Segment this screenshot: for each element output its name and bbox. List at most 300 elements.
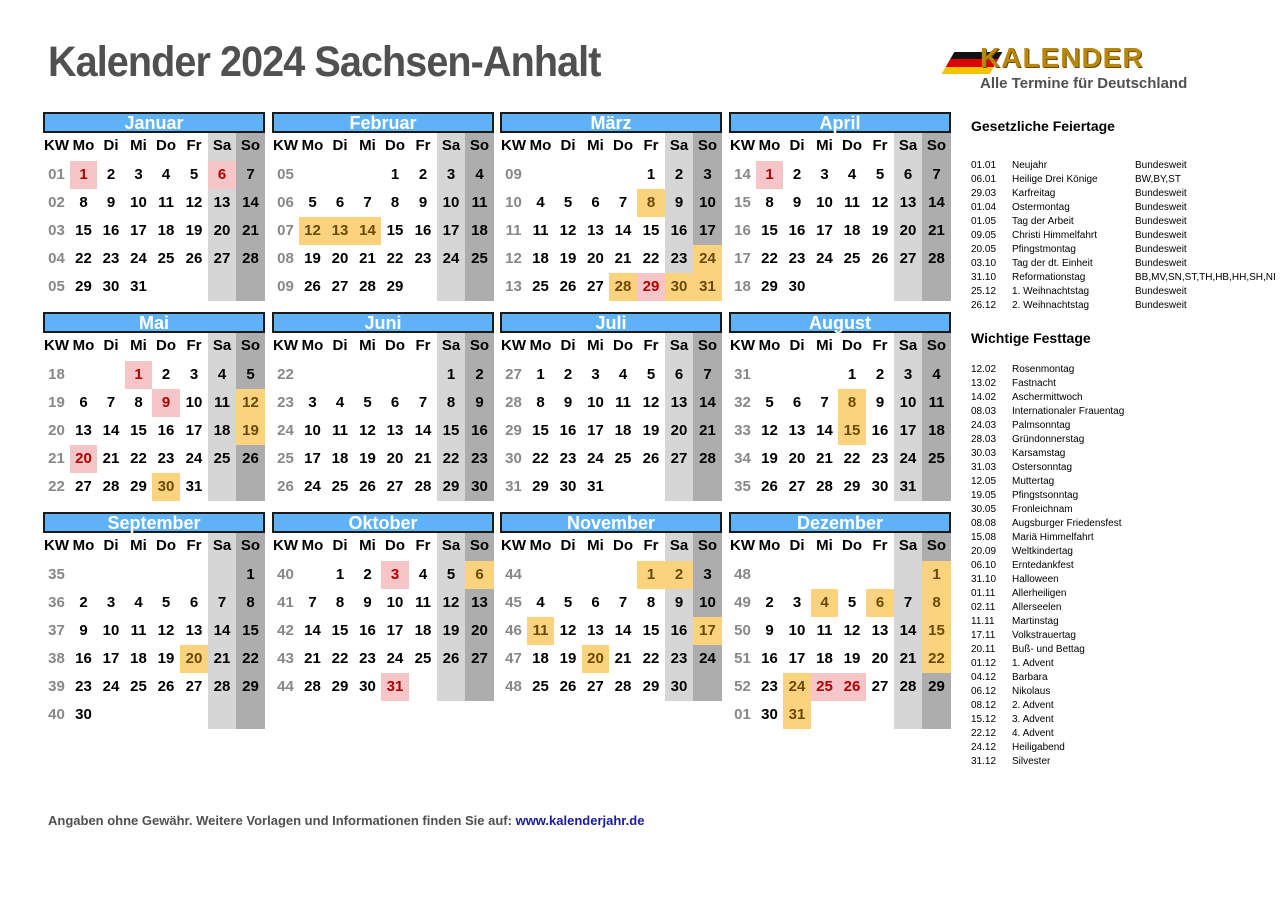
day-cell[interactable]: 1 [125,361,152,389]
day-cell[interactable]: 26 [185,250,203,267]
day-cell[interactable]: 26 [761,478,778,495]
day-cell[interactable]: 2 [418,166,428,183]
day-cell[interactable]: 5 [308,194,317,211]
day-cell[interactable]: 4 [335,394,345,411]
day-cell[interactable]: 15 [642,622,660,639]
day-cell[interactable]: 10 [130,194,147,211]
day-cell[interactable]: 11 [844,194,860,211]
day-cell[interactable]: 16 [414,222,432,239]
day-cell[interactable]: 26 [236,445,265,473]
day-cell[interactable]: 14 [236,189,265,217]
day-cell[interactable]: 14 [894,617,922,645]
day-cell[interactable]: 18 [414,622,432,639]
day-cell[interactable]: 3 [437,161,465,189]
day-cell[interactable]: 24 [102,678,120,695]
day-cell[interactable]: 17 [816,222,833,239]
day-cell[interactable]: 14 [693,389,722,417]
day-cell[interactable]: 1 [756,161,783,189]
day-cell[interactable]: 5 [847,594,857,611]
day-cell[interactable]: 2 [765,594,774,611]
day-cell[interactable]: 19 [185,222,203,239]
day-cell[interactable]: 12 [642,394,660,411]
day-cell[interactable]: 15 [922,617,951,645]
day-cell[interactable]: 17 [587,422,604,439]
day-cell[interactable]: 27 [871,678,889,695]
day-cell[interactable]: 18 [816,650,833,667]
day-cell[interactable]: 17 [304,450,321,467]
day-cell[interactable]: 8 [637,189,665,217]
day-cell[interactable]: 28 [922,245,951,273]
day-cell[interactable]: 11 [465,189,494,217]
day-cell[interactable]: 9 [418,194,428,211]
day-cell[interactable]: 7 [894,589,922,617]
day-cell[interactable]: 19 [642,422,660,439]
day-cell[interactable]: 29 [331,678,349,695]
day-cell[interactable]: 13 [665,389,693,417]
day-cell[interactable]: 25 [414,650,432,667]
day-cell[interactable]: 17 [102,650,120,667]
day-cell[interactable]: 4 [465,161,494,189]
day-cell[interactable]: 17 [894,417,922,445]
day-cell[interactable]: 19 [236,417,265,445]
day-cell[interactable]: 20 [894,217,922,245]
day-cell[interactable]: 7 [106,394,116,411]
day-cell[interactable]: 10 [185,394,203,411]
day-cell[interactable]: 22 [236,645,265,673]
day-cell[interactable]: 6 [79,394,88,411]
day-cell[interactable]: 10 [304,422,321,439]
day-cell[interactable]: 10 [788,622,806,639]
day-cell[interactable]: 25 [331,478,349,495]
day-cell[interactable]: 1 [437,361,465,389]
day-cell[interactable]: 30 [75,706,92,723]
day-cell[interactable]: 27 [894,245,922,273]
day-cell[interactable]: 21 [414,450,432,467]
day-cell[interactable]: 22 [437,445,465,473]
day-cell[interactable]: 31 [693,273,722,301]
day-cell[interactable]: 3 [381,561,409,589]
day-cell[interactable]: 29 [532,478,549,495]
day-cell[interactable]: 31 [381,673,409,701]
day-cell[interactable]: 8 [79,194,88,211]
day-cell[interactable]: 20 [180,645,208,673]
day-cell[interactable]: 20 [871,650,889,667]
day-cell[interactable]: 27 [208,245,236,273]
day-cell[interactable]: 17 [693,217,722,245]
day-cell[interactable]: 26 [559,278,577,295]
day-cell[interactable]: 8 [437,389,465,417]
day-cell[interactable]: 26 [559,678,577,695]
day-cell[interactable]: 23 [665,245,693,273]
day-cell[interactable]: 5 [765,394,774,411]
day-cell[interactable]: 5 [875,166,885,183]
day-cell[interactable]: 25 [811,673,838,701]
day-cell[interactable]: 2 [665,561,693,589]
day-cell[interactable]: 11 [532,222,549,239]
day-cell[interactable]: 25 [208,445,236,473]
day-cell[interactable]: 28 [609,273,637,301]
day-cell[interactable]: 15 [437,417,465,445]
day-cell[interactable]: 23 [157,450,175,467]
day-cell[interactable]: 18 [922,417,951,445]
day-cell[interactable]: 6 [792,394,802,411]
day-cell[interactable]: 24 [185,450,203,467]
day-cell[interactable]: 19 [304,250,321,267]
day-cell[interactable]: 11 [208,389,236,417]
day-cell[interactable]: 16 [559,422,577,439]
day-cell[interactable]: 6 [894,161,922,189]
day-cell[interactable]: 23 [359,650,376,667]
day-cell[interactable]: 7 [236,161,265,189]
day-cell[interactable]: 15 [642,222,660,239]
day-cell[interactable]: 7 [820,394,829,411]
day-cell[interactable]: 1 [390,166,400,183]
day-cell[interactable]: 12 [843,622,861,639]
day-cell[interactable]: 29 [642,678,660,695]
day-cell[interactable]: 26 [642,450,660,467]
day-cell[interactable]: 4 [536,194,545,211]
day-cell[interactable]: 18 [157,222,175,239]
day-cell[interactable]: 9 [665,589,693,617]
day-cell[interactable]: 18 [130,650,147,667]
day-cell[interactable]: 28 [614,678,632,695]
day-cell[interactable]: 13 [75,422,92,439]
day-cell[interactable]: 23 [559,450,577,467]
day-cell[interactable]: 27 [587,278,604,295]
day-cell[interactable]: 14 [614,222,632,239]
day-cell[interactable]: 7 [418,394,428,411]
day-cell[interactable]: 24 [816,250,833,267]
day-cell[interactable]: 30 [559,478,577,495]
day-cell[interactable]: 16 [761,650,778,667]
day-cell[interactable]: 24 [587,450,604,467]
day-cell[interactable]: 2 [563,366,573,383]
day-cell[interactable]: 2 [161,366,171,383]
day-cell[interactable]: 24 [304,478,321,495]
day-cell[interactable]: 13 [465,589,494,617]
day-cell[interactable]: 12 [559,622,577,639]
day-cell[interactable]: 8 [922,589,951,617]
day-cell[interactable]: 4 [134,594,143,611]
day-cell[interactable]: 25 [532,678,549,695]
day-cell[interactable]: 9 [465,389,494,417]
day-cell[interactable]: 30 [465,473,494,501]
day-cell[interactable]: 16 [665,217,693,245]
day-cell[interactable]: 19 [437,617,465,645]
day-cell[interactable]: 25 [614,450,632,467]
day-cell[interactable]: 13 [894,189,922,217]
day-cell[interactable]: 3 [106,594,116,611]
day-cell[interactable]: 24 [693,645,722,673]
day-cell[interactable]: 25 [922,445,951,473]
day-cell[interactable]: 17 [130,222,147,239]
day-cell[interactable]: 25 [130,678,147,695]
day-cell[interactable]: 28 [816,478,833,495]
day-cell[interactable]: 11 [158,194,174,211]
day-cell[interactable]: 29 [843,478,861,495]
day-cell[interactable]: 23 [102,250,120,267]
day-cell[interactable]: 18 [532,650,549,667]
day-cell[interactable]: 27 [587,678,604,695]
day-cell[interactable]: 8 [646,594,656,611]
day-cell[interactable]: 4 [161,166,171,183]
day-cell[interactable]: 3 [591,366,600,383]
day-cell[interactable]: 30 [871,478,889,495]
day-cell[interactable]: 30 [665,273,693,301]
day-cell[interactable]: 16 [102,222,120,239]
day-cell[interactable]: 28 [414,478,432,495]
day-cell[interactable]: 2 [363,566,372,583]
day-cell[interactable]: 8 [838,389,866,417]
day-cell[interactable]: 18 [331,450,349,467]
day-cell[interactable]: 12 [871,194,889,211]
day-cell[interactable]: 8 [765,194,774,211]
day-cell[interactable]: 2 [792,166,802,183]
day-cell[interactable]: 5 [437,561,465,589]
day-cell[interactable]: 9 [152,389,180,417]
day-cell[interactable]: 5 [646,366,656,383]
day-cell[interactable]: 30 [102,278,120,295]
day-cell[interactable]: 20 [386,450,404,467]
day-cell[interactable]: 30 [152,473,180,501]
day-cell[interactable]: 7 [363,194,372,211]
day-cell[interactable]: 28 [102,478,120,495]
day-cell[interactable]: 13 [587,222,604,239]
day-cell[interactable]: 21 [236,217,265,245]
day-cell[interactable]: 25 [532,278,549,295]
day-cell[interactable]: 15 [130,422,147,439]
day-cell[interactable]: 10 [386,594,404,611]
day-cell[interactable]: 18 [614,422,632,439]
day-cell[interactable]: 12 [299,217,326,245]
day-cell[interactable]: 6 [465,561,494,589]
day-cell[interactable]: 11 [332,422,348,439]
day-cell[interactable]: 20 [208,217,236,245]
day-cell[interactable]: 13 [788,422,806,439]
day-cell[interactable]: 2 [875,366,885,383]
day-cell[interactable]: 17 [788,650,806,667]
day-cell[interactable]: 27 [331,278,349,295]
day-cell[interactable]: 19 [559,650,577,667]
day-cell[interactable]: 24 [437,245,465,273]
day-cell[interactable]: 25 [465,245,494,273]
day-cell[interactable]: 1 [922,561,951,589]
day-cell[interactable]: 17 [185,422,203,439]
day-cell[interactable]: 8 [536,394,545,411]
day-cell[interactable]: 12 [437,589,465,617]
day-cell[interactable]: 14 [354,217,381,245]
day-cell[interactable]: 9 [363,594,372,611]
day-cell[interactable]: 2 [465,361,494,389]
day-cell[interactable]: 3 [693,161,722,189]
day-cell[interactable]: 12 [157,622,175,639]
day-cell[interactable]: 21 [102,450,120,467]
day-cell[interactable]: 6 [665,361,693,389]
day-cell[interactable]: 22 [532,450,549,467]
day-cell[interactable]: 7 [208,589,236,617]
day-cell[interactable]: 1 [335,566,345,583]
day-cell[interactable]: 9 [563,394,573,411]
day-cell[interactable]: 20 [788,450,806,467]
day-cell[interactable]: 12 [359,422,376,439]
day-cell[interactable]: 18 [208,417,236,445]
day-cell[interactable]: 28 [894,673,922,701]
day-cell[interactable]: 22 [331,650,349,667]
day-cell[interactable]: 30 [359,678,376,695]
day-cell[interactable]: 22 [761,250,778,267]
day-cell[interactable]: 1 [646,166,656,183]
day-cell[interactable]: 31 [783,701,811,729]
day-cell[interactable]: 19 [157,650,175,667]
day-cell[interactable]: 27 [386,478,404,495]
day-cell[interactable]: 29 [761,278,778,295]
day-cell[interactable]: 13 [185,622,203,639]
day-cell[interactable]: 10 [587,394,604,411]
day-cell[interactable]: 10 [816,194,833,211]
day-cell[interactable]: 5 [161,594,171,611]
day-cell[interactable]: 18 [532,250,549,267]
day-cell[interactable]: 15 [331,622,349,639]
day-cell[interactable]: 7 [693,361,722,389]
day-cell[interactable]: 5 [236,361,265,389]
day-cell[interactable]: 29 [386,278,404,295]
footer-link[interactable]: www.kalenderjahr.de [515,813,645,828]
day-cell[interactable]: 9 [79,622,88,639]
day-cell[interactable]: 21 [614,650,632,667]
day-cell[interactable]: 4 [618,366,628,383]
day-cell[interactable]: 1 [536,366,545,383]
day-cell[interactable]: 17 [693,617,722,645]
day-cell[interactable]: 3 [189,366,199,383]
day-cell[interactable]: 11 [922,389,951,417]
day-cell[interactable]: 25 [843,250,861,267]
day-cell[interactable]: 3 [820,166,829,183]
day-cell[interactable]: 3 [693,561,722,589]
day-cell[interactable]: 13 [871,622,889,639]
day-cell[interactable]: 6 [866,589,894,617]
day-cell[interactable]: 20 [70,445,97,473]
day-cell[interactable]: 31 [185,478,203,495]
day-cell[interactable]: 26 [871,250,889,267]
day-cell[interactable]: 22 [130,450,147,467]
day-cell[interactable]: 23 [414,250,432,267]
day-cell[interactable]: 13 [587,622,604,639]
day-cell[interactable]: 21 [304,650,321,667]
day-cell[interactable]: 16 [665,617,693,645]
day-cell[interactable]: 4 [536,594,545,611]
day-cell[interactable]: 23 [75,678,92,695]
day-cell[interactable]: 14 [208,617,236,645]
day-cell[interactable]: 12 [185,194,203,211]
day-cell[interactable]: 22 [843,450,861,467]
day-cell[interactable]: 14 [922,189,951,217]
day-cell[interactable]: 29 [637,273,665,301]
day-cell[interactable]: 4 [418,566,428,583]
day-cell[interactable]: 14 [304,622,321,639]
day-cell[interactable]: 29 [130,478,147,495]
day-cell[interactable]: 5 [363,394,372,411]
day-cell[interactable]: 8 [390,194,400,211]
day-cell[interactable]: 11 [615,394,631,411]
day-cell[interactable]: 17 [386,622,404,639]
day-cell[interactable]: 9 [765,622,774,639]
day-cell[interactable]: 16 [75,650,92,667]
day-cell[interactable]: 24 [894,445,922,473]
day-cell[interactable]: 9 [106,194,116,211]
day-cell[interactable]: 6 [591,594,600,611]
day-cell[interactable]: 31 [894,473,922,501]
day-cell[interactable]: 19 [871,222,889,239]
day-cell[interactable]: 15 [386,222,404,239]
day-cell[interactable]: 28 [208,673,236,701]
day-cell[interactable]: 11 [816,622,833,639]
day-cell[interactable]: 27 [788,478,806,495]
day-cell[interactable]: 28 [236,245,265,273]
day-cell[interactable]: 12 [761,422,778,439]
day-cell[interactable]: 21 [208,645,236,673]
day-cell[interactable]: 17 [437,217,465,245]
day-cell[interactable]: 26 [359,478,376,495]
day-cell[interactable]: 31 [587,478,604,495]
day-cell[interactable]: 4 [847,166,857,183]
day-cell[interactable]: 23 [788,250,806,267]
day-cell[interactable]: 22 [642,250,660,267]
day-cell[interactable]: 3 [134,166,143,183]
day-cell[interactable]: 10 [693,189,722,217]
day-cell[interactable]: 9 [792,194,802,211]
day-cell[interactable]: 2 [79,594,88,611]
day-cell[interactable]: 19 [761,450,778,467]
day-cell[interactable]: 21 [614,250,632,267]
day-cell[interactable]: 16 [465,417,494,445]
day-cell[interactable]: 23 [761,678,778,695]
day-cell[interactable]: 1 [236,561,265,589]
day-cell[interactable]: 21 [922,217,951,245]
day-cell[interactable]: 3 [308,394,317,411]
day-cell[interactable]: 30 [665,673,693,701]
day-cell[interactable]: 21 [359,250,376,267]
day-cell[interactable]: 28 [304,678,321,695]
day-cell[interactable]: 27 [75,478,92,495]
day-cell[interactable]: 22 [75,250,92,267]
day-cell[interactable]: 14 [614,622,632,639]
day-cell[interactable]: 14 [414,422,432,439]
day-cell[interactable]: 12 [559,222,577,239]
day-cell[interactable]: 5 [189,166,199,183]
day-cell[interactable]: 29 [75,278,92,295]
day-cell[interactable]: 19 [843,650,861,667]
day-cell[interactable]: 11 [130,622,147,639]
day-cell[interactable]: 1 [637,561,665,589]
day-cell[interactable]: 20 [465,617,494,645]
day-cell[interactable]: 19 [559,250,577,267]
day-cell[interactable]: 20 [665,417,693,445]
day-cell[interactable]: 24 [130,250,147,267]
day-cell[interactable]: 19 [359,450,376,467]
day-cell[interactable]: 6 [208,161,236,189]
day-cell[interactable]: 7 [308,594,317,611]
day-cell[interactable]: 10 [437,189,465,217]
day-cell[interactable]: 4 [811,589,838,617]
day-cell[interactable]: 10 [894,389,922,417]
day-cell[interactable]: 30 [761,706,778,723]
day-cell[interactable]: 15 [761,222,778,239]
day-cell[interactable]: 24 [783,673,811,701]
day-cell[interactable]: 28 [693,445,722,473]
day-cell[interactable]: 5 [563,594,573,611]
day-cell[interactable]: 9 [875,394,885,411]
brand-logo[interactable] [946,42,1206,98]
